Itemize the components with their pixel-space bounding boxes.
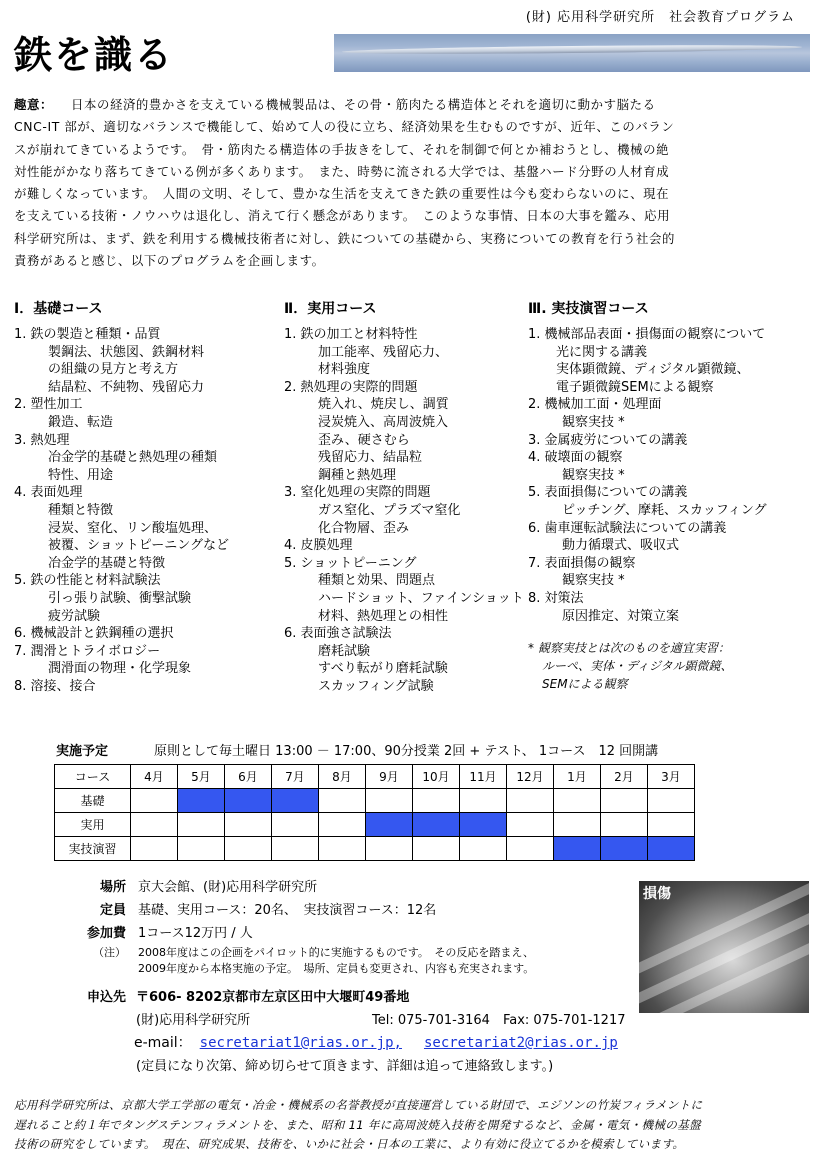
schedule-month-header: 2月 xyxy=(601,765,648,789)
footer-line: 遅れること約１年でタングステンフィラメントを、また、昭和 11 年に高周波焼入技術を開発するなど、金属・電気・機械の基盤 xyxy=(14,1117,701,1132)
schedule-text: 原則として毎土曜日 13:00 － 17:00、90分授業 2回 + テスト、 1コース 12 回開講 xyxy=(154,744,659,759)
course-topic: 5. 鉄の性能と材料試験法 xyxy=(14,573,161,589)
capacity-row xyxy=(56,899,656,922)
schedule-month-header: 8月 xyxy=(319,765,366,789)
schedule-cell xyxy=(319,789,366,813)
schedule-cell xyxy=(131,837,178,861)
schedule-cell-active xyxy=(225,789,272,813)
course-subtopic: 浸炭、窒化、リン酸塩処理、 xyxy=(48,520,218,536)
schedule-cell xyxy=(366,789,413,813)
schedule-cell xyxy=(507,789,554,813)
course-subtopic: 観察実技 * xyxy=(562,573,625,589)
intro-line: を支えている技術・ノウハウは退化し、消えて行く懸念があります。 このような事情、日本の大事を鑑み、応用 xyxy=(14,208,671,224)
course-subtopic: 電子顕微鏡SEMによる観察 xyxy=(556,379,714,395)
schedule-label: 実施予定 xyxy=(56,744,109,759)
schedule-month-header: 3月 xyxy=(648,765,695,789)
course-topic: 4. 破壊面の観察 xyxy=(528,450,623,466)
intro-line: CNC-IT 部が、適切なバランスで機能して、始めて人の役に立ち、経済効果を生むものですが、近年、このバラン xyxy=(14,119,675,135)
schedule-cell xyxy=(648,813,695,837)
schedule-cell xyxy=(554,813,601,837)
note-line: 2008年度はこの企画をパイロット的に実施するものです。 その反応を踏まえ、 xyxy=(138,946,535,959)
capacity-value: 基礎、実用コース：20名、 実技演習コース：12名 xyxy=(138,903,437,918)
schedule-cell xyxy=(178,813,225,837)
schedule-cell-active xyxy=(601,837,648,861)
course-subtopic: 歪み、硬さむら xyxy=(318,432,410,448)
page-title: 鉄を識る xyxy=(14,32,175,77)
course-subtopic: 種類と特徴 xyxy=(48,502,114,518)
course-subtopic: ガス窒化、プラズマ窒化 xyxy=(318,502,461,518)
schedule-table xyxy=(54,764,695,861)
blade-edge xyxy=(342,44,802,56)
apply-block xyxy=(56,986,696,1078)
course-topic: 1. 機械部品表面・損傷面の観察について xyxy=(528,327,766,342)
venue-label: 場所 xyxy=(99,880,126,895)
schedule-course-name: 実用 xyxy=(55,813,131,837)
schedule-cell xyxy=(460,789,507,813)
intro-line: 日本の経済的豊かさを支えている機械製品は、その骨・筋肉たる構造体とそれを適切に動かす脳たる xyxy=(70,97,656,112)
schedule-cell-active xyxy=(272,789,319,813)
course-topic: 5. ショットピーニング xyxy=(284,555,417,571)
course-topic: 8. 対策法 xyxy=(528,590,584,606)
schedule-cell xyxy=(366,837,413,861)
basic-course-heading: Ⅰ．基礎コース xyxy=(14,301,103,317)
schedule-month-header: 5月 xyxy=(178,765,225,789)
schedule-cell xyxy=(413,837,460,861)
blade-image xyxy=(334,34,810,72)
course-subtopic: 動力循環式、吸収式 xyxy=(562,538,680,554)
hands-on-note xyxy=(528,639,813,693)
schedule-cell-active xyxy=(413,813,460,837)
note-label: （注） xyxy=(93,946,126,959)
course-subtopic: 被覆、ショットピーニングなど xyxy=(48,538,229,554)
schedule-cell xyxy=(178,837,225,861)
practical-course-list xyxy=(284,326,529,695)
course-topic: 4. 表面処理 xyxy=(14,485,83,501)
fee-label: 参加費 xyxy=(86,926,126,941)
schedule-cell-active xyxy=(554,837,601,861)
course-subtopic: 光に関する講義 xyxy=(556,344,648,360)
basic-course-column xyxy=(14,300,284,695)
schedule-cell xyxy=(460,837,507,861)
venue-row xyxy=(56,876,656,899)
course-topic: 5. 表面損傷についての講義 xyxy=(528,485,688,501)
course-topic: 6. 機械設計と鉄鋼種の選択 xyxy=(14,626,174,642)
course-subtopic: スカッフィング試験 xyxy=(318,678,434,694)
schedule-cell xyxy=(648,789,695,813)
course-subtopic: ハードショット、ファインショット xyxy=(318,590,524,606)
course-subtopic: 製鋼法、状態図、鉄鋼材料 xyxy=(48,344,205,360)
course-subtopic: 浸炭焼入、高周波焼入 xyxy=(318,414,449,430)
practical-course-heading: Ⅱ．実用コース xyxy=(284,301,377,317)
course-topic: 8. 溶接、接合 xyxy=(14,678,96,694)
schedule-month-header: 10月 xyxy=(413,765,460,789)
apply-org: (財)応用科学研究所 xyxy=(136,1013,251,1028)
fee-row xyxy=(56,922,656,945)
course-topic: 1. 鉄の加工と材料特性 xyxy=(284,327,418,342)
course-subtopic: 鍛造、転造 xyxy=(48,414,114,430)
apply-address: 〒606- 8202京都市左京区田中大堰町49番地 xyxy=(136,990,410,1005)
basic-course-list xyxy=(14,326,284,695)
course-topic: 4. 皮膜処理 xyxy=(284,538,353,554)
note-line: ルーペ、実体・ディジタル顕微鏡、 xyxy=(542,659,733,674)
note-line: 2009年度から本格実施の予定。 場所、定員も変更され、内容も充実されます。 xyxy=(138,962,535,975)
course-subtopic: すべり転がり磨耗試験 xyxy=(318,661,448,677)
schedule-cell xyxy=(507,837,554,861)
course-subtopic: 特性、用途 xyxy=(48,467,114,483)
schedule-month-header: 1月 xyxy=(554,765,601,789)
schedule-cell-active xyxy=(460,813,507,837)
schedule-heading xyxy=(56,740,658,759)
hands-on-course-column xyxy=(528,300,813,693)
course-subtopic: 焼入れ、焼戻し、調質 xyxy=(318,397,449,413)
footer-text xyxy=(14,1096,806,1155)
course-subtopic: 観察実技 * xyxy=(562,414,625,430)
schedule-cell xyxy=(319,813,366,837)
course-topic: 7. 表面損傷の観察 xyxy=(528,555,636,571)
apply-email-row xyxy=(56,1032,696,1055)
note-line: * 観察実技とは次のものを適宜実習： xyxy=(528,641,730,656)
schedule-cell-active xyxy=(178,789,225,813)
course-subtopic: 冶金学的基礎と特徴 xyxy=(48,555,166,571)
intro-line: 科学研究所は、まず、鉄を利用する機械技術者に対し、鉄についての基礎から、実務についての教育を行う社会的 xyxy=(14,230,676,246)
course-topic: 7. 潤滑とトライボロジー xyxy=(14,643,161,659)
course-subtopic: の組織の見方と考え方 xyxy=(48,362,179,378)
hands-on-course-list xyxy=(528,326,813,625)
email-link-2[interactable]: secretariat2@rias.or.jp xyxy=(423,1035,618,1051)
course-subtopic: 潤滑面の物理・化学現象 xyxy=(48,661,192,677)
course-topic: 3. 金属疲労についての講義 xyxy=(528,432,688,448)
header-org: (財) 応用科学研究所 社会教育プログラム xyxy=(525,10,795,25)
schedule-month-header: 11月 xyxy=(460,765,507,789)
course-subtopic: 残留応力、結晶粒 xyxy=(318,450,423,466)
schedule-row xyxy=(55,813,695,837)
schedule-month-header: 12月 xyxy=(507,765,554,789)
schedule-cell xyxy=(225,813,272,837)
course-subtopic: 疲労試験 xyxy=(48,608,101,624)
schedule-cell xyxy=(272,837,319,861)
intro-line: 対性能がかなり落ちてきている例が多くあります。 また、時勢に流される大学では、基盤ハード分野の人材育成 xyxy=(14,163,670,179)
email-label: e-mail： xyxy=(134,1035,192,1051)
schedule-cell-active xyxy=(648,837,695,861)
schedule-cell xyxy=(601,813,648,837)
email-link-1[interactable]: secretariat1@rias.or.jp, xyxy=(199,1035,402,1051)
course-topic: 3. 熱処理 xyxy=(14,432,70,448)
course-topic: 6. 表面強さ試験法 xyxy=(284,626,392,642)
course-subtopic: 材料強度 xyxy=(318,362,371,378)
footer-line: 技術の研究をしています。 現在、研究成果、技術を、いかに社会・日本の工業に、より有効に役立てるかを模索しています。 xyxy=(14,1137,685,1152)
schedule-header-row xyxy=(55,765,695,789)
schedule-month-header: 4月 xyxy=(131,765,178,789)
course-subtopic: 原因推定、対策立案 xyxy=(562,608,680,624)
intro-text xyxy=(14,94,806,272)
intro-line: スが崩れてきているようです。 骨・筋肉たる構造体の手抜きをして、それを制御で何とか補おうとし、機械の絶 xyxy=(14,141,670,157)
note-row xyxy=(56,945,656,977)
schedule-cell xyxy=(272,813,319,837)
course-subtopic: 観察実技 * xyxy=(562,467,625,483)
schedule-cell xyxy=(601,789,648,813)
schedule-cell xyxy=(554,789,601,813)
schedule-cell xyxy=(413,789,460,813)
schedule-course-name: 実技演習 xyxy=(55,837,131,861)
course-topic: 2. 熱処理の実際的問題 xyxy=(284,379,418,395)
schedule-course-name: 基礎 xyxy=(55,789,131,813)
fee-value: 1コース12万円 / 人 xyxy=(138,926,253,941)
info-block xyxy=(56,876,656,977)
apply-tel: Tel: 075-701-3164 Fax: 075-701-1217 xyxy=(372,1013,626,1028)
course-topic: 6. 歯車運転試験法についての講義 xyxy=(528,520,727,536)
course-subtopic: 引っ張り試験、衝撃試験 xyxy=(48,590,192,606)
course-topic: 1. 鉄の製造と種類・品質 xyxy=(14,327,161,342)
schedule-cell xyxy=(507,813,554,837)
schedule-month-header: 9月 xyxy=(366,765,413,789)
course-topic: 2. 機械加工面・処理面 xyxy=(528,397,662,413)
practical-course-column xyxy=(284,300,529,695)
schedule-header-course: コース xyxy=(55,765,131,789)
course-subtopic: ピッチング、摩耗、スカッフィング xyxy=(562,502,767,518)
footer-line: 応用科学研究所は、京都大学工学部の電気・冶金・機械系の名誉教授が直接運営している財団で、エジソンの竹炭フィラメントに xyxy=(14,1098,703,1112)
schedule-cell xyxy=(225,837,272,861)
course-topic: 2. 塑性加工 xyxy=(14,397,83,413)
schedule-month-header: 7月 xyxy=(272,765,319,789)
apply-closing: (定員になり次第、締め切らせて頂きます、詳細は追って連絡致します。) xyxy=(136,1059,554,1074)
course-subtopic: 実体顕微鏡、ディジタル顕微鏡、 xyxy=(556,362,750,378)
course-subtopic: 結晶粒、不純物、残留応力 xyxy=(48,379,205,395)
schedule-row xyxy=(55,789,695,813)
schedule-row xyxy=(55,837,695,861)
schedule-cell xyxy=(131,813,178,837)
course-subtopic: 鋼種と熱処理 xyxy=(318,467,397,483)
capacity-label: 定員 xyxy=(99,903,126,918)
schedule-cell-active xyxy=(366,813,413,837)
intro-line: が難しくなっています。 人間の文明、そして、豊かな生活を支えてきた鉄の重要性は今も変わらないのに、現在 xyxy=(14,186,670,202)
intro-label: 趣意： xyxy=(14,97,53,112)
venue-value: 京大会館、(財)応用科学研究所 xyxy=(138,880,318,895)
course-topic: 3. 窒化処理の実際的問題 xyxy=(284,485,431,501)
schedule-cell xyxy=(319,837,366,861)
apply-label: 申込先 xyxy=(86,990,126,1005)
course-subtopic: 化合物層、歪み xyxy=(318,520,410,536)
course-subtopic: 磨耗試験 xyxy=(318,643,371,659)
damage-photo-label: 損傷 xyxy=(643,886,671,902)
course-subtopic: 加工能率、残留応力、 xyxy=(318,344,449,360)
hands-on-course-heading: Ⅲ. 実技演習コース xyxy=(528,301,649,317)
course-subtopic: 材料、熱処理との相性 xyxy=(318,608,449,624)
note-value xyxy=(138,945,534,977)
note-line: SEMによる観察 xyxy=(542,677,628,692)
schedule-cell xyxy=(131,789,178,813)
course-subtopic: 冶金学的基礎と熱処理の種類 xyxy=(48,450,218,466)
schedule-month-header: 6月 xyxy=(225,765,272,789)
damage-photo xyxy=(639,881,809,1013)
course-subtopic: 種類と効果、問題点 xyxy=(318,573,436,589)
intro-line: 責務があると感じ、以下のプログラムを企画します。 xyxy=(14,253,325,269)
